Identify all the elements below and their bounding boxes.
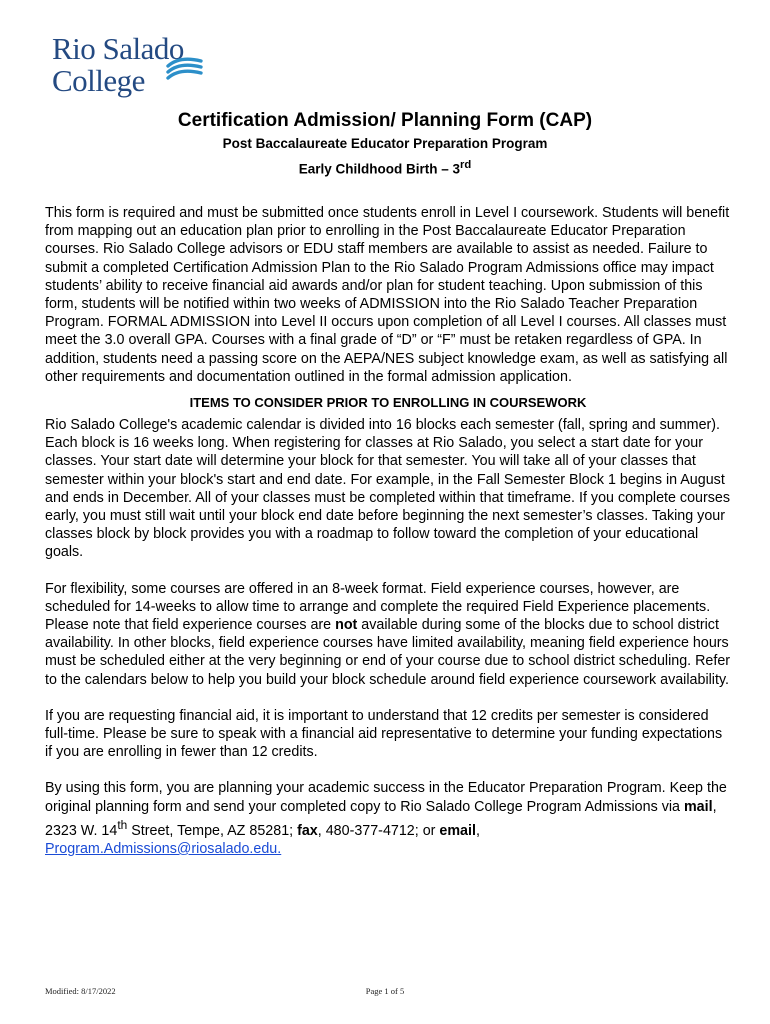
modified-date: Modified: 8/17/2022 xyxy=(45,986,116,996)
logo-wave-icon xyxy=(165,57,203,83)
submit-text-4: , 480-377-4712; or xyxy=(317,822,440,839)
calendar-paragraph: Rio Salado College's academic calendar is divided into 16 blocks each semester (fall, spring and summer). Each block is 16 weeks long. When registering for classes at Rio Salado, you select a start date for your classes. Your start date will determine your block for that semester. You will take all of your classes that semester within your block's start and end date. For example, in the Fall Semester Block 1 begins in August and ends in December. All of your classes must be completed within that timeframe. If you complete courses early, you must still wait until your block end date before beginning the next semester’s classes. Taking your classes block by block provides you with a roadmap to follow toward the completion of your educational goals. xyxy=(45,417,730,561)
flexibility-paragraph xyxy=(45,580,731,689)
track-superscript: rd xyxy=(460,159,472,171)
email-label: email xyxy=(439,822,476,839)
submit-text-2: , 2323 W. 14 xyxy=(45,798,717,839)
street-superscript: th xyxy=(117,817,128,832)
logo-text-line2: College xyxy=(52,63,145,98)
program-name: Post Baccalaureate Educator Preparation Program xyxy=(222,136,548,151)
track-text: Early Childhood Birth – 3 xyxy=(298,161,461,177)
submit-text-3: Street, Tempe, AZ 85281; xyxy=(127,822,298,839)
submit-text-1: By using this form, you are planning your academic success in the Educator Preparation Program. Keep the original planning form and send your completed copy to Rio Salado College Program Admissions via xyxy=(45,780,727,815)
section-heading: ITEMS TO CONSIDER PRIOR TO ENROLLING IN COURSEWORK xyxy=(189,395,587,411)
flex-emphasis: not xyxy=(335,617,358,634)
program-track xyxy=(0,156,770,179)
form-title: Certification Admission/ Planning Form (CAP) xyxy=(177,110,593,131)
flex-text-2: available during some of the blocks due to school district availability. In other blocks, field experience courses have limited availability, meaning field experience hours must be scheduled either at the very beginning or end of your course due to school district scheduling. Refer to the calendars below to help you build your block schedule around field experience coursework availability. xyxy=(45,617,731,688)
logo-text-line1: Rio Salado xyxy=(52,31,184,66)
mail-label: mail xyxy=(683,798,713,815)
fax-label: fax xyxy=(297,822,318,839)
page-number: Page 1 of 5 xyxy=(365,986,405,996)
submit-text-5: , xyxy=(475,822,480,839)
flex-text-1: For flexibility, some courses are offered in an 8-week format. Field experience courses, however, are scheduled for 14-weeks to allow time to arrange and complete the required Field Experience placements. Please note that field experience courses are xyxy=(45,580,711,634)
form-header xyxy=(0,110,770,179)
admissions-email-link[interactable]: Program.Admissions@riosalado.edu. xyxy=(45,840,282,857)
college-logo xyxy=(52,33,212,105)
financial-aid-paragraph: If you are requesting financial aid, it is important to understand that 12 credits per semester is considered full-time. Please be sure to speak with a financial aid representative to determine your funding expectations if you are enrolling in fewer than 12 credits. xyxy=(45,707,723,761)
intro-paragraph: This form is required and must be submitted once students enroll in Level I coursework. Students will benefit from mapping out an education plan prior to enrolling in the Post Baccalaureate Educator Preparation courses. Rio Salado College advisors or EDU staff members are available to assist as needed. Failure to submit a completed Certification Admission Plan to the Rio Salado Program Admissions office may impact students’ ability to receive financial aid awards and/or plan for student teaching. Upon submission of this form, students will be notified within two weeks of ADMISSION into the Rio Salado Teacher Preparation Program. FORMAL ADMISSION into Level II occurs upon completion of all Level I courses. All classes must meet the 3.0 overall GPA. Courses with a final grade of “D” or “F” must be retaken regardless of GPA. In addition, students need a passing score on the AEPA/NES subject knowledge exam, as well as satisfying all other requirements and documentation outlined in the formal admission application. xyxy=(45,205,730,385)
form-body xyxy=(45,204,731,876)
submission-paragraph xyxy=(45,779,731,858)
